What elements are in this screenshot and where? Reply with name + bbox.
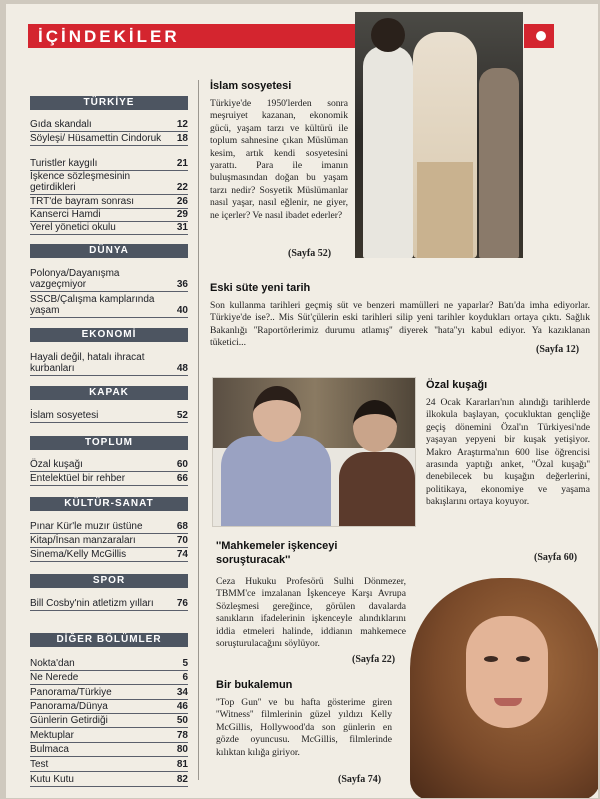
photo-figure bbox=[339, 452, 415, 527]
toc-item-page: 26 bbox=[176, 196, 188, 207]
toc-item-page: 21 bbox=[176, 158, 188, 169]
toc-item[interactable] bbox=[30, 521, 188, 534]
toc-item-label: Bulmaca bbox=[30, 744, 69, 755]
toc-item-page: 78 bbox=[176, 730, 188, 741]
toc-item-label: TRT'de bayram sonrası bbox=[30, 196, 134, 207]
contents-banner bbox=[28, 24, 356, 48]
photo-figure-head bbox=[371, 18, 405, 52]
section-head-kultur-sanat: KÜLTÜR-SANAT bbox=[30, 497, 188, 511]
toc-item[interactable] bbox=[30, 672, 188, 685]
toc-item[interactable] bbox=[30, 701, 188, 714]
toc-item-page: 46 bbox=[176, 701, 188, 712]
toc-item[interactable] bbox=[30, 730, 188, 743]
toc-item-page: 34 bbox=[176, 687, 188, 698]
toc-item-label: Nokta'dan bbox=[30, 658, 75, 669]
article-body-islam: Türkiye'de 1950'lerden sonra meşruiyet kazanan, ekonomik gücü, yaşam tarzı ve kültürü ile toplum sahnesine çıkan Müslüman kesim, artık kendi sosyetesini yarattı. Para ile imanın buluşmasından doğan bu yaşam tarzı nedir? Sosyetik Müslümanlar nasıl yaşar, nasıl eğlenir, ne giyer, ne içerler? Ve nasıl ibadet ederler? bbox=[210, 98, 348, 221]
ozal-generation-photo bbox=[212, 377, 416, 527]
toc-item-page: 48 bbox=[176, 363, 188, 374]
kelly-mcgillis-photo bbox=[402, 570, 598, 798]
photo-figure bbox=[221, 436, 331, 527]
photo-figure bbox=[479, 68, 519, 258]
toc-item[interactable] bbox=[30, 196, 188, 209]
toc-item[interactable] bbox=[30, 119, 188, 132]
photo-face bbox=[466, 616, 548, 728]
toc-item[interactable] bbox=[30, 658, 188, 671]
toc-item[interactable] bbox=[30, 222, 188, 235]
toc-item-page: 76 bbox=[176, 598, 188, 609]
toc-item-label: Kanserci Hamdi bbox=[30, 209, 101, 220]
article-body-sut: Son kullanma tarihleri geçmiş süt ve benzeri mamülleri ne yaparlar? Batı'da imha ediyorlar. Türkiye'de ise?.. Mis Süt'çülerin eski tarihleri silip yeni tarihler koydukları ortaya çıktı. Sağlık Bakanlığı ''Raportörlerimiz durumu atlamış'' diyerek ''hata''yı kabul ediyor. Ya kazıklanan tüketici... bbox=[210, 300, 590, 349]
toc-item-page: 31 bbox=[176, 222, 188, 233]
toc-item-label: Turistler kaygılı bbox=[30, 158, 98, 169]
toc-item-label: Test bbox=[30, 759, 49, 770]
article-ref-sut: (Sayfa 12) bbox=[536, 344, 580, 355]
toc-item-page: 40 bbox=[176, 305, 188, 316]
toc-item-page: 60 bbox=[176, 459, 188, 470]
toc-item-page: 74 bbox=[176, 549, 188, 560]
toc-item-label: SSCB/Çalışma kamplarında yaşam bbox=[30, 294, 155, 316]
toc-item-page: 22 bbox=[176, 182, 188, 193]
toc-item[interactable] bbox=[30, 473, 188, 486]
toc-item-label: Panorama/Dünya bbox=[30, 701, 108, 712]
photo-figure-head bbox=[253, 386, 301, 442]
toc-item-page: 50 bbox=[176, 715, 188, 726]
section-head-spor: SPOR bbox=[30, 574, 188, 588]
toc-item-page: 5 bbox=[182, 658, 188, 669]
toc-item[interactable] bbox=[30, 209, 188, 222]
section-head-kapak: KAPAK bbox=[30, 386, 188, 400]
contents-title: İÇİNDEKİLER bbox=[38, 27, 180, 46]
magazine-page bbox=[6, 4, 598, 798]
toc-item-label: Kutu Kutu bbox=[30, 774, 74, 785]
toc-item-page: 36 bbox=[176, 279, 188, 290]
article-title-islam: İslam sosyetesi bbox=[210, 80, 292, 92]
toc-item-label: Hayali değil, hatalı ihracat kurbanları bbox=[30, 352, 145, 374]
photo-eye bbox=[516, 656, 530, 662]
article-ref-ozal: (Sayfa 60) bbox=[534, 552, 578, 563]
toc-item-label: Bill Cosby'nin atletizm yılları bbox=[30, 598, 154, 609]
toc-item[interactable] bbox=[30, 744, 188, 757]
photo-figure bbox=[363, 46, 413, 258]
toc-item[interactable] bbox=[30, 715, 188, 728]
toc-item-page: 81 bbox=[176, 759, 188, 770]
toc-item-label: Pınar Kür'le muzır üstüne bbox=[30, 521, 143, 532]
toc-item[interactable] bbox=[30, 171, 188, 195]
article-ref-islam: (Sayfa 52) bbox=[288, 248, 332, 259]
column-divider bbox=[198, 80, 199, 780]
toc-item[interactable] bbox=[30, 759, 188, 772]
photo-figure-dress bbox=[417, 162, 473, 258]
toc-item[interactable] bbox=[30, 535, 188, 548]
article-title-ozal: Özal kuşağı bbox=[426, 379, 488, 391]
banner-dot bbox=[536, 31, 546, 41]
article-title-bukalemun: Bir bukalemun bbox=[216, 679, 293, 691]
toc-item-page: 66 bbox=[176, 473, 188, 484]
toc-item-label: Entelektüel bir rehber bbox=[30, 473, 126, 484]
section-head-toplum: TOPLUM bbox=[30, 436, 188, 450]
toc-item-label: Ne Nerede bbox=[30, 672, 79, 683]
toc-item-label: İslam sosyetesi bbox=[30, 410, 99, 421]
toc-item[interactable] bbox=[30, 352, 188, 376]
toc-item[interactable] bbox=[30, 410, 188, 423]
toc-item-label: Sinema/Kelly McGillis bbox=[30, 549, 127, 560]
article-body-ozal: 24 Ocak Kararları'nın alındığı tarihlerde ilkokula başlayan, çocukluktan gençliğe geçiş dönemini Özal'ın Türkiyesi'nde yaşayan yepyeni bir kuşak yetişiyor. Makro Araştırma'nın 600 lise öğrencisi arasında yaptığı anket, ''Özal kuşağı'' denebilecek bu kuşağın değerlerini, politikaya, ekonomiye ve yaşama bakışlarını ortaya koyuyor. bbox=[426, 397, 590, 508]
toc-item-page: 6 bbox=[182, 672, 188, 683]
article-ref-mahkeme: (Sayfa 22) bbox=[352, 654, 396, 665]
toc-item-label: Gıda skandalı bbox=[30, 119, 92, 130]
photo-figure-head bbox=[353, 400, 397, 452]
toc-item-page: 82 bbox=[176, 774, 188, 785]
toc-item[interactable] bbox=[30, 133, 188, 146]
toc-item-page: 18 bbox=[176, 133, 188, 144]
toc-item-label: Polonya/Dayanışma vazgeçmiyor bbox=[30, 268, 120, 290]
toc-item-page: 68 bbox=[176, 521, 188, 532]
section-head-ekonomi: EKONOMİ bbox=[30, 328, 188, 342]
article-title-mahkeme: ''Mahkemeler işkenceyi soruşturacak'' bbox=[216, 540, 338, 566]
toc-item[interactable] bbox=[30, 549, 188, 562]
toc-item-label: Söyleşi/ Hüsamettin Cindoruk bbox=[30, 133, 162, 144]
article-body-mahkeme: Ceza Hukuku Profesörü Sulhi Dönmezer, TBMM'ce imzalanan İşkenceye Karşı Avrupa Sözleşmesi gereğince, görülen davalarda sanıkların ifadelerinin işkenceyle alındıklarını iddia etmeleri halinde, iddianın mahkemece soruşturulacağını söylüyor. bbox=[216, 576, 406, 650]
toc-item-label: Kitap/İnsan manzaraları bbox=[30, 535, 136, 546]
toc-item-label: Günlerin Getirdiği bbox=[30, 715, 108, 726]
photo-eye bbox=[484, 656, 498, 662]
islam-society-photo bbox=[355, 12, 523, 258]
toc-item-page: 70 bbox=[176, 535, 188, 546]
section-head-diger-bolumler: DİĞER BÖLÜMLER bbox=[30, 633, 188, 647]
toc-item-page: 80 bbox=[176, 744, 188, 755]
toc-item-page: 52 bbox=[176, 410, 188, 421]
toc-item[interactable] bbox=[30, 158, 188, 171]
article-body-bukalemun: ''Top Gun'' ve bu hafta gösterime giren ''Witness'' filmlerinin güzel yıldızı Kelly McGillis, Hollywood'da son günlerin en gözde oyuncusu. McGillis, filmlerinde kılıktan kılığa giriyor. bbox=[216, 697, 392, 758]
toc-item[interactable] bbox=[30, 294, 188, 318]
article-ref-bukalemun: (Sayfa 74) bbox=[338, 774, 382, 785]
toc-item[interactable] bbox=[30, 774, 188, 787]
toc-item[interactable] bbox=[30, 598, 188, 611]
section-head-turkiye: TÜRKİYE bbox=[30, 96, 188, 110]
toc-item-page: 12 bbox=[176, 119, 188, 130]
article-title-sut: Eski süte yeni tarih bbox=[210, 282, 311, 294]
toc-item-label: Özal kuşağı bbox=[30, 459, 83, 470]
toc-item[interactable] bbox=[30, 268, 188, 292]
photo-mouth bbox=[494, 698, 522, 706]
toc-item[interactable] bbox=[30, 687, 188, 700]
section-head-dunya: DÜNYA bbox=[30, 244, 188, 258]
toc-item-label: Yerel yönetici okulu bbox=[30, 222, 116, 233]
toc-item-page: 29 bbox=[176, 209, 188, 220]
toc-item-label: Mektuplar bbox=[30, 730, 74, 741]
toc-item[interactable] bbox=[30, 459, 188, 472]
toc-item-label: İşkence sözleşmesinin getirdikleri bbox=[30, 171, 131, 193]
toc-item-label: Panorama/Türkiye bbox=[30, 687, 112, 698]
